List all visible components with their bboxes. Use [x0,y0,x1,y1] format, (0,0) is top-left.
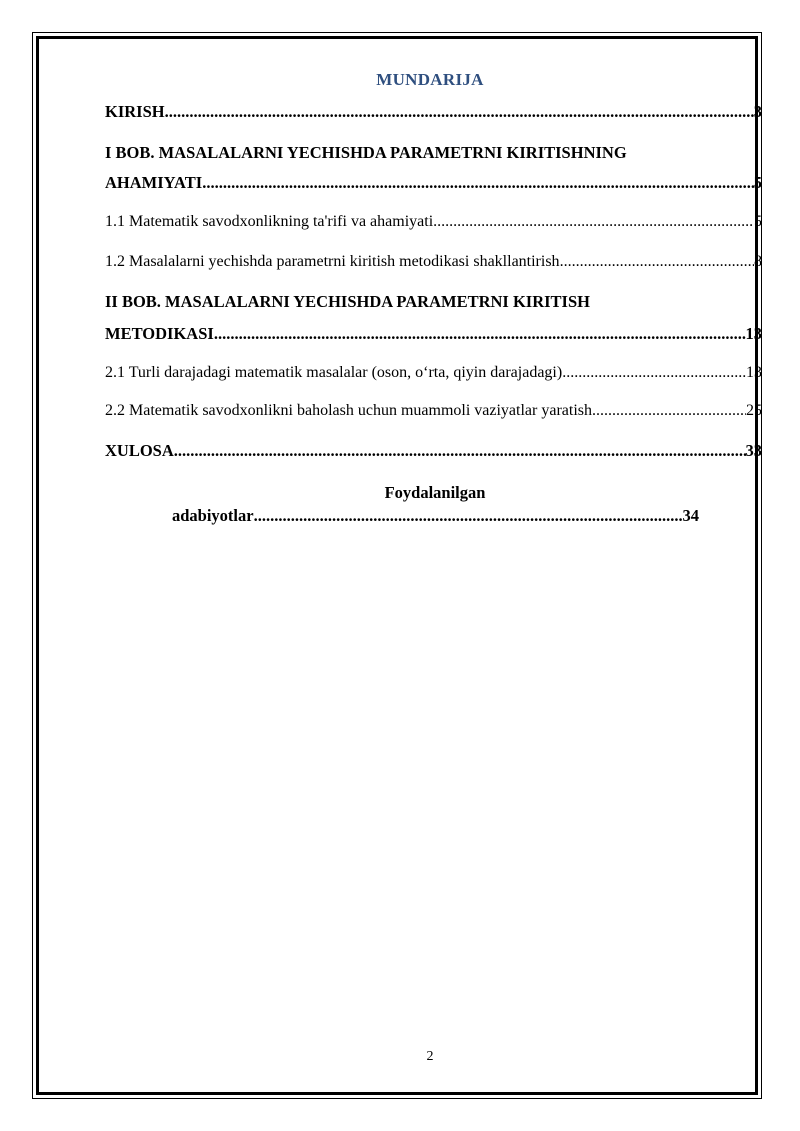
toc-entry-chapter-2 [105,324,762,344]
toc-entry-references [172,506,699,526]
toc-entry-page: 13 [745,324,762,343]
toc-entry-page: 3 [753,102,762,121]
toc-entry-page: 34 [682,506,699,525]
toc-entry-1-2 [105,253,762,271]
toc-entry-kirish [105,102,762,122]
toc-entry-label: 1.2 Masalalarni yechishda parametrni kiritish metodikasi shakllantirish [105,253,560,270]
toc-entry-page: 8 [754,253,762,270]
toc-entry-xulosa [105,441,762,461]
toc-chapter-2-heading: II BOB. MASALALARNI YECHISHDA PARAMETRNI KIRITISH [105,292,590,311]
toc-entry-page: 33 [745,441,762,460]
toc-leader-dots [174,441,746,461]
toc-entry-label: AHAMIYATI [105,173,203,192]
toc-entry-page: 5 [753,173,762,192]
page-number: 2 [426,1049,434,1064]
toc-entry-label: XULOSA [105,441,174,460]
toc-leader-dots [214,324,746,344]
toc-entry-label: 2.2 Matematik savodxonlikni baholash uchun muammoli vaziyatlar yaratish [105,402,592,419]
toc-entry-page: 25 [746,402,762,419]
toc-leader-dots [165,102,754,122]
toc-entry-2-1 [105,364,762,382]
toc-entry-2-2 [105,402,762,420]
toc-chapter-1-heading: I BOB. MASALALARNI YECHISHDA PARAMETRNI KIRITISHNING [105,143,627,162]
toc-leader-dots [202,173,754,193]
toc-leader-dots [433,213,754,231]
toc-title: MUNDARIJA [376,70,484,89]
toc-entry-1-1 [105,213,762,231]
toc-entry-page: 5 [754,213,762,230]
toc-references-line1: Foydalanilgan [384,483,486,502]
toc-leader-dots [254,506,683,526]
toc-entry-label: 2.1 Turli darajadagi matematik masalalar (oson, o‘rta, qiyin darajadagi) [105,364,563,381]
toc-entry-label: KIRISH [105,102,165,121]
toc-entry-label: METODIKASI [105,324,214,343]
toc-leader-dots [562,364,746,382]
toc-leader-dots [560,253,754,271]
toc-entry-label: adabiyotlar [172,506,254,525]
toc-entry-chapter-1 [105,173,762,193]
page-border-inner [36,36,758,1095]
toc-entry-label: 1.1 Matematik savodxonlikning ta'rifi va ahamiyati [105,213,434,230]
toc-leader-dots [592,402,746,420]
toc-entry-page: 13 [746,364,762,381]
